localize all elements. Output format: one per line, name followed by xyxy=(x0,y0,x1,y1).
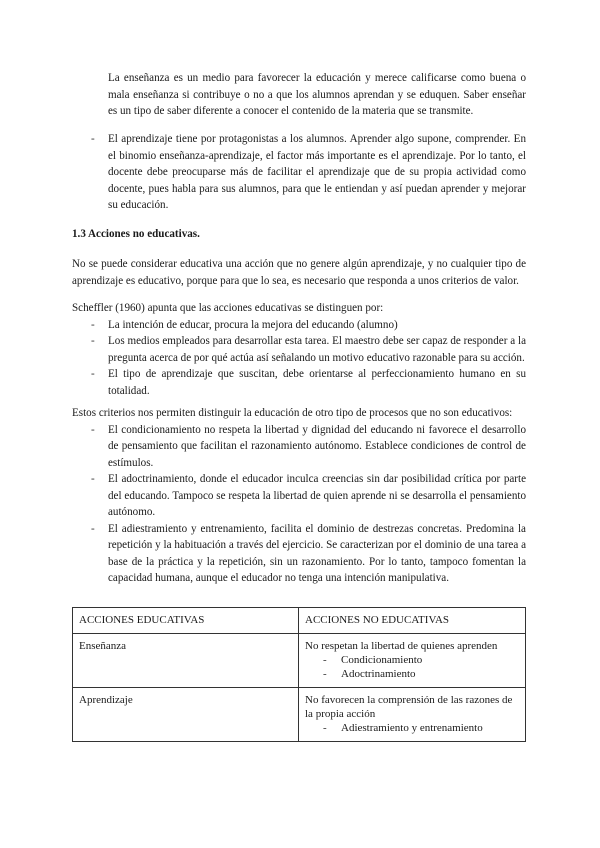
list-item-text: Adoctrinamiento xyxy=(341,668,416,680)
list-item xyxy=(72,366,526,399)
aprendizaje-bullet xyxy=(72,131,526,214)
table-cell: Aprendizaje xyxy=(73,688,299,742)
list-item-text: Condicionamiento xyxy=(341,654,423,666)
list-item xyxy=(72,333,526,366)
list-item xyxy=(72,131,526,214)
list-item xyxy=(305,721,520,735)
scheffler-block xyxy=(72,300,526,399)
cell-text: No respetan la libertad de quienes aprenden xyxy=(305,640,498,652)
table-cell: Enseñanza xyxy=(73,634,299,688)
list-item xyxy=(72,471,526,521)
section-paragraph: No se puede considerar educativa una acción que no genere algún aprendizaje, y no cualquier tipo de aprendizaje es educativo, porque para que lo sea, es necesario que responda a unos criterios de valor. xyxy=(72,258,526,287)
list-item-text: Adiestramiento y entrenamiento xyxy=(341,722,483,734)
list-item xyxy=(305,667,520,681)
cell-list xyxy=(305,721,520,735)
table-row xyxy=(73,688,526,742)
list-item-text: El adiestramiento y entrenamiento, facilita el dominio de destrezas concretas. Predomina la repetición y la habituación a través del ejercicio. Se caracterizan por el dominio de una tarea a base de la práctica y la repetición, sin un razonamiento. Por lo tanto, tampoco fomentan la capacidad humana, aunque el educador no tenga una intención manipulativa. xyxy=(108,522,526,584)
cell-list xyxy=(305,653,520,681)
dash-bullet-icon: - xyxy=(91,423,95,436)
dash-bullet-icon: - xyxy=(91,133,95,145)
list-item-text: El adoctrinamiento, donde el educador inculca creencias sin dar posibilidad crítica por parte del educando. Tampoco se respeta la libertad de quien aprende ni se desarrolla el pensamiento autónomo. xyxy=(108,473,526,518)
actions-comparison-table xyxy=(72,607,526,742)
cell-text: No favorecen la comprensión de las razones de la propia acción xyxy=(305,694,513,720)
list-item-text: El condicionamiento no respeta la libertad y dignidad del educando ni favorece el desarrollo de pensamiento que facilitan el razonamiento autónomo. Establece condiciones de control de estímulos. xyxy=(108,423,526,469)
criteria-list xyxy=(72,422,526,587)
dash-bullet-icon: - xyxy=(323,654,327,666)
dash-bullet-icon: - xyxy=(323,668,327,680)
list-item xyxy=(72,521,526,587)
list-item-text: La intención de educar, procura la mejora del educando (alumno) xyxy=(108,318,398,331)
list-item xyxy=(305,653,520,667)
list-item-text: Los medios empleados para desarrollar esta tarea. El maestro debe ser capaz de responder a la pregunta acerca de por qué actúa así señalando un motivo educativo razonable para su acción. xyxy=(108,335,526,364)
table-header-cell: ACCIONES EDUCATIVAS xyxy=(73,608,299,634)
dash-bullet-icon: - xyxy=(91,368,95,380)
table-header-cell: ACCIONES NO EDUCATIVAS xyxy=(299,608,526,634)
dash-bullet-icon: - xyxy=(91,522,95,535)
table-row xyxy=(73,634,526,688)
intro-paragraph: La enseñanza es un medio para favorecer la educación y merece calificarse como buena o mala enseñanza si contribuye o no a que los alumnos aprendan y se eduquen. Saber enseñar es un tipo de saber diferente a conocer el contenido de la materia que se transmite. xyxy=(108,72,526,117)
table-cell xyxy=(299,634,526,688)
dash-bullet-icon: - xyxy=(323,722,327,734)
criteria-intro: Estos criterios nos permiten distinguir la educación de otro tipo de procesos que no son educativos: xyxy=(72,407,513,419)
scheffler-list xyxy=(72,317,526,400)
list-item xyxy=(72,317,526,334)
criteria-block xyxy=(72,405,526,587)
scheffler-intro: Scheffler (1960) apunta que las acciones educativas se distinguen por: xyxy=(72,302,384,314)
table-header-row xyxy=(73,608,526,634)
dash-bullet-icon: - xyxy=(91,335,95,347)
table-cell xyxy=(299,688,526,742)
section-heading: 1.3 Acciones no educativas. xyxy=(72,228,200,240)
dash-bullet-icon: - xyxy=(91,318,95,331)
list-item-text: El aprendizaje tiene por protagonistas a los alumnos. Aprender algo supone, comprender. En el binomio enseñanza-aprendizaje, el factor más importante es el aprendizaje. Por lo tanto, el docente debe preocuparse más de facilitar el aprendizaje que de su propia actividad como docente, pues habla para sus alumnos, para que le entiendan y así puedan aprender y mejorar su educación. xyxy=(108,133,526,211)
dash-bullet-icon: - xyxy=(91,473,95,485)
list-item-text: El tipo de aprendizaje que suscitan, debe orientarse al perfeccionamiento humano en su totalidad. xyxy=(108,368,526,397)
list-item xyxy=(72,422,526,472)
